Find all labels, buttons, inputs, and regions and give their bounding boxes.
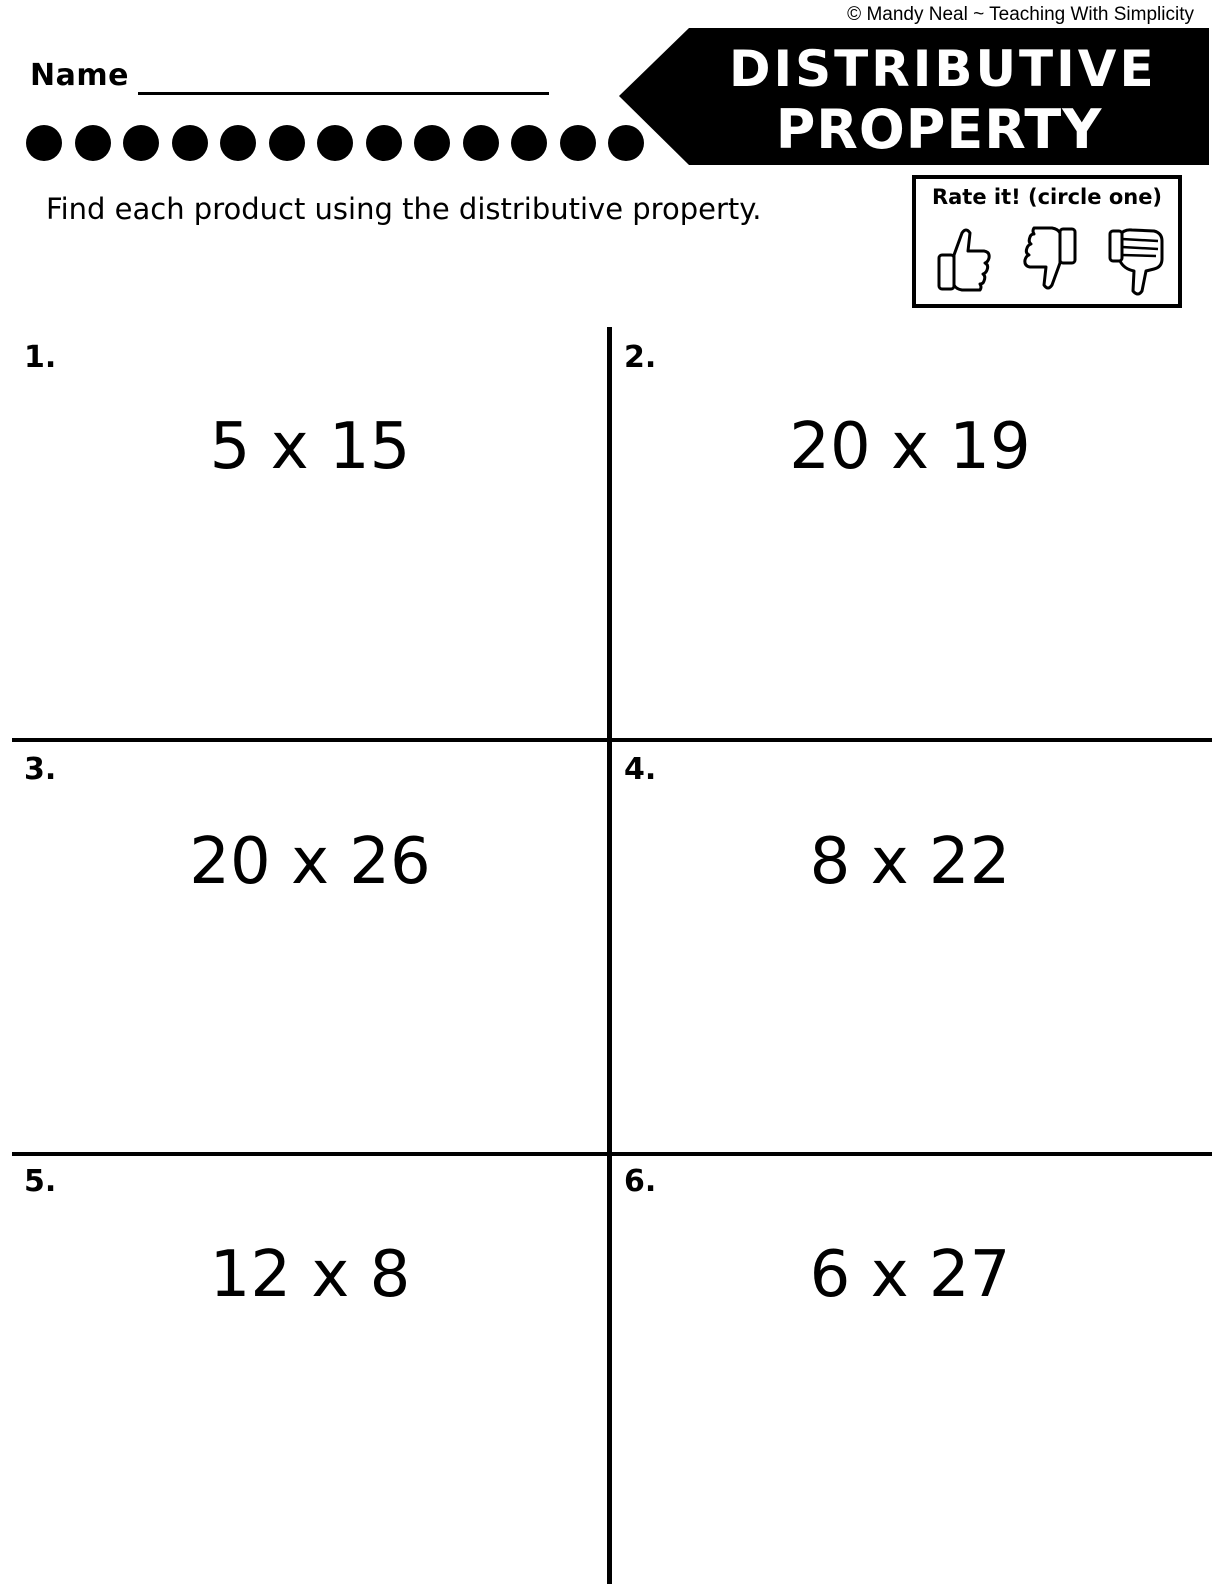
dot xyxy=(123,125,159,161)
grid-horizontal-divider xyxy=(12,1152,1212,1156)
thumbs-down-icon[interactable] xyxy=(1022,225,1080,298)
fist-thumbs-down-icon[interactable] xyxy=(1106,225,1168,302)
grid-horizontal-divider xyxy=(12,738,1212,742)
problem-expression: 5 x 15 xyxy=(209,410,411,484)
title-banner xyxy=(619,28,1209,165)
copyright-text: © Mandy Neal ~ Teaching With Simplicity xyxy=(847,4,1194,25)
problem-number: 1. xyxy=(24,340,57,375)
problem-number: 6. xyxy=(624,1164,657,1199)
page-title-line1: DISTRIBUTIVE xyxy=(729,40,1157,98)
dot xyxy=(75,125,111,161)
rate-it-box xyxy=(912,175,1182,308)
decorative-dots xyxy=(26,125,644,161)
instructions-text: Find each product using the distributive property. xyxy=(46,192,762,226)
name-field[interactable] xyxy=(138,92,549,95)
dot xyxy=(317,125,353,161)
page-title-line2: PROPERTY xyxy=(775,98,1103,161)
problem-number: 2. xyxy=(624,340,657,375)
dot xyxy=(220,125,256,161)
dot xyxy=(414,125,450,161)
dot xyxy=(269,125,305,161)
problem-expression: 20 x 19 xyxy=(789,410,1031,484)
dot xyxy=(26,125,62,161)
problem-expression: 6 x 27 xyxy=(809,1238,1011,1312)
grid-vertical-divider xyxy=(607,327,612,1584)
problem-number: 5. xyxy=(24,1164,57,1199)
thumbs-up-icon[interactable] xyxy=(934,225,992,298)
problem-expression: 12 x 8 xyxy=(209,1238,411,1312)
problem-expression: 8 x 22 xyxy=(809,825,1011,899)
problem-number: 4. xyxy=(624,752,657,787)
dot xyxy=(366,125,402,161)
problem-number: 3. xyxy=(24,752,57,787)
dot xyxy=(511,125,547,161)
dot xyxy=(560,125,596,161)
dot xyxy=(463,125,499,161)
problem-expression: 20 x 26 xyxy=(189,825,431,899)
dot xyxy=(172,125,208,161)
rate-it-label: Rate it! (circle one) xyxy=(931,185,1163,209)
name-label: Name xyxy=(30,58,129,93)
